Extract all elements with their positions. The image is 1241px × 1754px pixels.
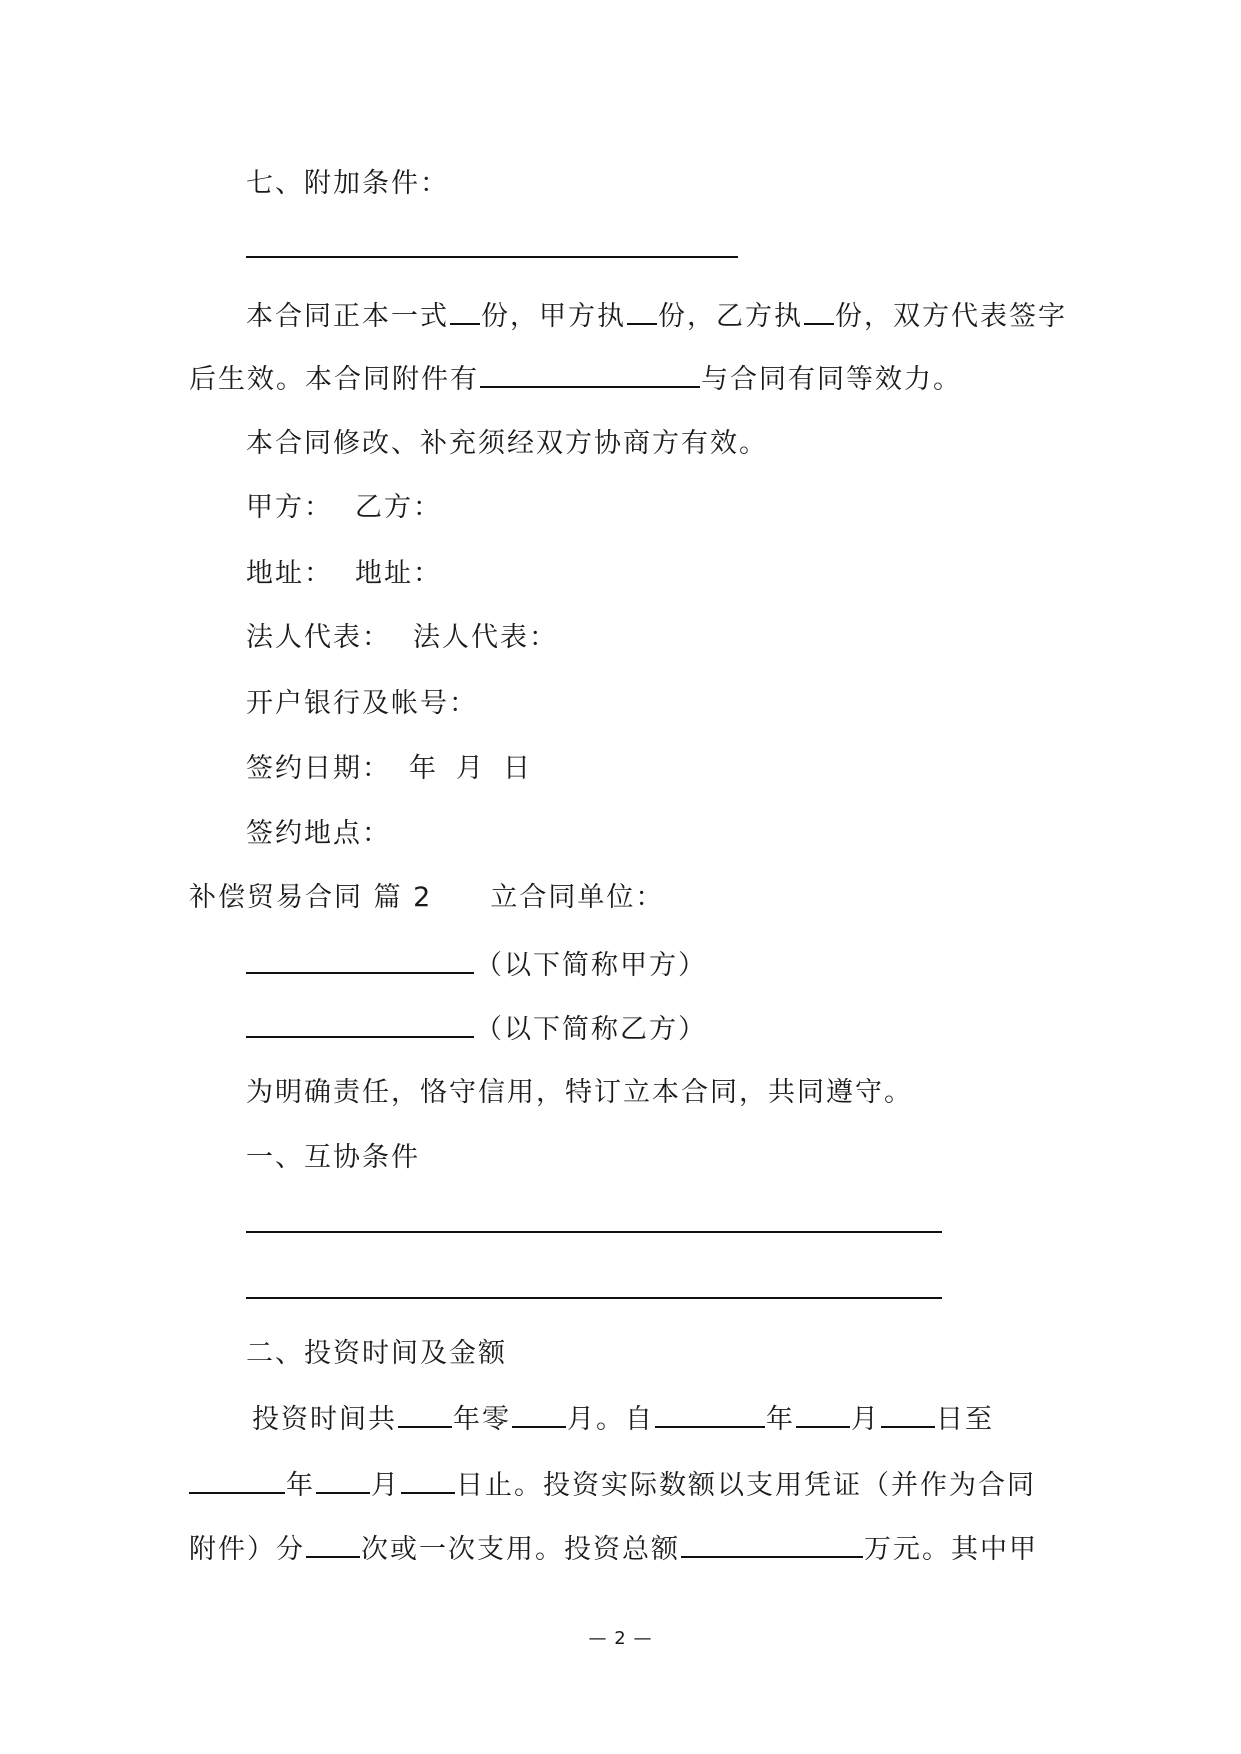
- party-b-label: 乙方：: [355, 492, 442, 523]
- party-a-name-row: [246, 946, 707, 984]
- invest-text-b: 年零: [453, 1404, 511, 1435]
- installments-blank: [306, 1530, 360, 1558]
- copies-paragraph-line-1: [246, 297, 1067, 335]
- copies-text-2: 份，甲方执: [481, 301, 626, 332]
- invest-months-blank: [512, 1400, 566, 1428]
- investment-paragraph-line-2: [189, 1466, 1036, 1504]
- investment-paragraph-line-3: [189, 1530, 1038, 1568]
- copies-total-blank: [450, 297, 480, 325]
- party-a-name-blank: [246, 946, 474, 974]
- copies-text-4: 份，双方代表签字: [835, 301, 1067, 332]
- invest-text-h: 月: [371, 1470, 400, 1501]
- contract-2-heading: 补偿贸易合同 篇 2: [189, 882, 433, 913]
- copies-text-1: 本合同正本一式: [246, 301, 449, 332]
- invest-text-d: 年: [766, 1404, 795, 1435]
- month-label: 月: [456, 753, 485, 784]
- end-month-blank: [316, 1466, 370, 1494]
- invest-text-i: 日止。投资实际数额以支用凭证（并作为合同: [456, 1470, 1036, 1501]
- end-year-blank: [189, 1466, 285, 1494]
- party-row: [246, 490, 442, 526]
- invest-text-e: 月: [851, 1404, 880, 1435]
- party-b-name-blank: [246, 1010, 474, 1038]
- section-7-title: 七、附加条件：: [246, 168, 449, 199]
- copies-paragraph-line-2: [189, 360, 962, 398]
- attachments-blank: [480, 360, 700, 388]
- invest-text-c: 月。自: [567, 1404, 654, 1435]
- address-a-label: 地址：: [246, 558, 333, 589]
- signing-date-label: 签约日期：: [246, 753, 391, 784]
- terms-blank-line-1: [246, 1231, 942, 1233]
- section-1-title: 一、互协条件: [246, 1142, 420, 1173]
- total-amount-blank: [681, 1530, 863, 1558]
- invest-text-a: 投资时间共: [252, 1404, 397, 1435]
- investment-paragraph-line-1: [252, 1400, 994, 1438]
- section-7-blank-line: [246, 256, 738, 258]
- contract-2-intro: 为明确责任，恪守信用，特订立本合同，共同遵守。: [246, 1077, 913, 1108]
- invest-text-f: 日至: [936, 1404, 994, 1435]
- address-b-label: 地址：: [355, 558, 442, 589]
- invest-years-blank: [398, 1400, 452, 1428]
- legal-rep-row: [246, 620, 558, 656]
- page-number: — 2 —: [588, 1628, 653, 1649]
- party-b-name-row: [246, 1010, 707, 1048]
- start-month-blank: [796, 1400, 850, 1428]
- copies-text-5: 后生效。本合同附件有: [189, 364, 479, 395]
- copies-text-6: 与合同有同等效力。: [701, 364, 962, 395]
- copies-party-a-blank: [627, 297, 657, 325]
- bank-account-label: 开户银行及帐号：: [246, 688, 478, 719]
- invest-text-l: 万元。其中甲: [864, 1534, 1038, 1565]
- start-year-blank: [655, 1400, 765, 1428]
- copies-party-b-blank: [804, 297, 834, 325]
- terms-blank-line-2: [246, 1297, 942, 1299]
- amendment-clause: 本合同修改、补充须经双方协商方有效。: [246, 428, 768, 459]
- day-label: 日: [503, 753, 532, 784]
- signing-place-label: 签约地点：: [246, 818, 391, 849]
- invest-text-j: 附件）分: [189, 1534, 305, 1565]
- legal-rep-b-label: 法人代表：: [413, 622, 558, 653]
- address-row: [246, 556, 442, 592]
- start-day-blank: [881, 1400, 935, 1428]
- invest-text-k: 次或一次支用。投资总额: [361, 1534, 680, 1565]
- year-label: 年: [409, 753, 438, 784]
- section-2-title: 二、投资时间及金额: [246, 1338, 507, 1369]
- party-a-label: 甲方：: [246, 492, 333, 523]
- party-a-note: （以下简称甲方）: [475, 950, 707, 981]
- legal-rep-a-label: 法人代表：: [246, 622, 391, 653]
- invest-text-g: 年: [286, 1470, 315, 1501]
- contracting-unit-label: 立合同单位：: [490, 882, 665, 913]
- copies-text-3: 份，乙方执: [658, 301, 803, 332]
- contract-2-heading-row: [189, 880, 664, 916]
- end-day-blank: [401, 1466, 455, 1494]
- party-b-note: （以下简称乙方）: [475, 1014, 707, 1045]
- signing-date-row: [246, 751, 532, 787]
